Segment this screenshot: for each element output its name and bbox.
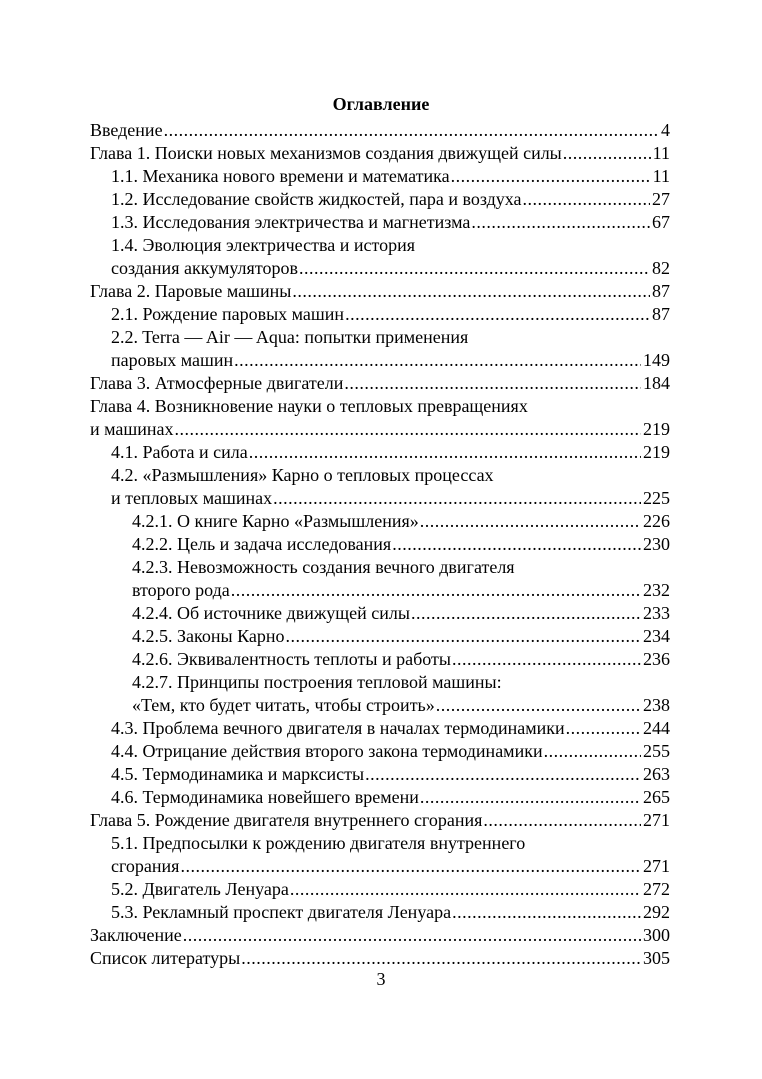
toc-entry-page: 4	[661, 120, 670, 140]
dot-leader	[180, 855, 641, 878]
dot-leader	[292, 280, 650, 303]
table-of-contents	[90, 119, 670, 970]
dot-leader	[436, 694, 641, 717]
toc-entry	[90, 142, 670, 165]
dot-leader	[345, 303, 650, 326]
toc-entry-page: 230	[643, 534, 670, 554]
dot-leader	[231, 579, 641, 602]
toc-entry-page: 244	[643, 718, 670, 738]
dot-leader	[452, 901, 641, 924]
toc-entry-title: 4.2.3. Невозможность создания вечного двигателя	[132, 557, 515, 577]
dot-leader	[273, 487, 641, 510]
toc-entry-title: 1.2. Исследование свойств жидкостей, пара и воздуха	[111, 189, 522, 209]
toc-entry-page: 27	[652, 189, 670, 209]
toc-entry-page: 219	[643, 442, 670, 462]
dot-leader	[420, 786, 641, 809]
toc-entry-title: сгорания	[111, 856, 180, 876]
toc-entry-title: Список литературы	[90, 948, 241, 968]
toc-entry	[90, 211, 670, 234]
dot-leader	[523, 188, 650, 211]
dot-leader	[249, 441, 641, 464]
toc-entry	[90, 372, 670, 395]
toc-entry	[90, 303, 670, 326]
toc-entry	[90, 694, 670, 717]
toc-entry-title: Глава 2. Паровые машины	[90, 281, 292, 301]
toc-entry	[90, 602, 670, 625]
toc-entry	[90, 418, 670, 441]
toc-entry-title: 5.1. Предпосылки к рождению двигателя внутреннего	[111, 833, 526, 853]
toc-entry-title: Глава 5. Рождение двигателя внутреннего сгорания	[90, 810, 483, 830]
dot-leader	[411, 602, 641, 625]
toc-entry-title: паровых машин	[111, 350, 234, 370]
toc-entry-title: 5.2. Двигатель Ленуара	[111, 879, 289, 899]
toc-entry-title: Глава 4. Возникновение науки о тепловых превращениях	[90, 396, 528, 416]
toc-entry-title: 2.1. Рождение паровых машин	[111, 304, 345, 324]
toc-entry-page: 236	[643, 649, 670, 669]
toc-entry	[90, 119, 670, 142]
toc-entry-page: 238	[643, 695, 670, 715]
toc-entry-page: 82	[652, 258, 670, 278]
toc-entry-title: 2.2. Terra — Air — Aqua: попытки применения	[111, 327, 469, 347]
dot-leader	[452, 648, 641, 671]
dot-leader	[365, 763, 641, 786]
toc-entry	[90, 487, 670, 510]
toc-entry-page: 233	[643, 603, 670, 623]
dot-leader	[183, 924, 641, 947]
dot-leader	[471, 211, 650, 234]
toc-entry	[90, 901, 670, 924]
toc-entry-title: 4.2.4. Об источнике движущей силы	[132, 603, 410, 623]
toc-entry	[90, 924, 670, 947]
toc-entry	[90, 625, 670, 648]
toc-entry	[90, 855, 670, 878]
toc-entry-title: Заключение	[90, 925, 182, 945]
toc-entry-title: 4.2.6. Эквивалентность теплоты и работы	[132, 649, 451, 669]
dot-leader	[392, 533, 641, 556]
toc-entry-title: и машинах	[90, 419, 174, 439]
toc-entry-page: 11	[652, 166, 670, 186]
toc-entry-page: 272	[643, 879, 670, 899]
toc-entry-page: 305	[643, 948, 670, 968]
dot-leader	[344, 372, 641, 395]
toc-entry-page: 67	[652, 212, 670, 232]
toc-entry-title: 4.4. Отрицание действия второго закона термодинамики	[111, 741, 543, 761]
toc-entry	[90, 763, 670, 786]
toc-entry-title: Глава 1. Поиски новых механизмов создания движущей силы	[90, 143, 562, 163]
dot-leader	[566, 717, 641, 740]
dot-leader	[451, 165, 651, 188]
toc-entry-title: 4.2.5. Законы Карно	[132, 626, 285, 646]
dot-leader	[164, 119, 659, 142]
page-number: 3	[376, 969, 386, 989]
toc-entry-page: 225	[643, 488, 670, 508]
toc-entry-title: 1.4. Эволюция электричества и история	[111, 235, 415, 255]
toc-entry	[90, 533, 670, 556]
toc-entry-title: 5.3. Рекламный проспект двигателя Ленуара	[111, 902, 452, 922]
toc-entry	[90, 326, 670, 349]
toc-entry-page: 300	[643, 925, 670, 945]
toc-entry	[90, 947, 670, 970]
toc-entry-page: 232	[643, 580, 670, 600]
dot-leader	[290, 878, 641, 901]
toc-entry	[90, 257, 670, 280]
toc-entry-page: 87	[652, 304, 670, 324]
toc-entry-title: Введение	[90, 120, 163, 140]
toc-entry-title: 4.2. «Размышления» Карно о тепловых процессах	[111, 465, 494, 485]
toc-entry	[90, 786, 670, 809]
toc-entry-page: 292	[643, 902, 670, 922]
toc-entry	[90, 188, 670, 211]
toc-entry	[90, 280, 670, 303]
toc-entry-title: 4.5. Термодинамика и марксисты	[111, 764, 365, 784]
toc-entry-title: 4.2.2. Цель и задача исследования	[132, 534, 392, 554]
toc-entry-page: 255	[643, 741, 670, 761]
toc-entry-title: Глава 3. Атмосферные двигатели	[90, 373, 344, 393]
toc-entry-title: 4.6. Термодинамика новейшего времени	[111, 787, 419, 807]
dot-leader	[420, 510, 641, 533]
toc-entry	[90, 349, 670, 372]
toc-entry-page: 265	[643, 787, 670, 807]
toc-entry-title: «Тем, кто будет читать, чтобы строить»	[132, 695, 435, 715]
toc-entry-page: 226	[643, 511, 670, 531]
toc-entry-title: 4.1. Работа и сила	[111, 442, 248, 462]
dot-leader	[241, 947, 641, 970]
toc-entry-page: 149	[643, 350, 670, 370]
toc-entry-title: 4.2.1. О книге Карно «Размышления»	[132, 511, 419, 531]
toc-entry-page: 219	[643, 419, 670, 439]
dot-leader	[563, 142, 651, 165]
toc-entry	[90, 832, 670, 855]
toc-entry	[90, 648, 670, 671]
toc-entry-page: 271	[643, 856, 670, 876]
toc-entry-page: 11	[652, 143, 670, 163]
toc-entry-page: 271	[643, 810, 670, 830]
toc-entry-title: и тепловых машинах	[111, 488, 273, 508]
dot-leader	[234, 349, 641, 372]
dot-leader	[175, 418, 641, 441]
dot-leader	[285, 625, 641, 648]
toc-entry-title: 4.2.7. Принципы построения тепловой машины:	[132, 672, 502, 692]
toc-entry	[90, 717, 670, 740]
toc-heading: Оглавление	[332, 94, 430, 114]
toc-entry-page: 234	[643, 626, 670, 646]
dot-leader	[544, 740, 641, 763]
dot-leader	[299, 257, 650, 280]
toc-entry-page: 263	[643, 764, 670, 784]
toc-entry	[90, 234, 670, 257]
toc-entry	[90, 740, 670, 763]
toc-entry-title: 4.3. Проблема вечного двигателя в началах термодинамики	[111, 718, 565, 738]
toc-entry	[90, 878, 670, 901]
toc-entry	[90, 556, 670, 579]
toc-entry-title: создания аккумуляторов	[111, 258, 298, 278]
toc-entry	[90, 165, 670, 188]
toc-entry	[90, 464, 670, 487]
toc-entry-title: 1.1. Механика нового времени и математика	[111, 166, 450, 186]
toc-entry-title: 1.3. Исследования электричества и магнетизма	[111, 212, 471, 232]
toc-entry-page: 87	[652, 281, 670, 301]
toc-entry-page: 184	[643, 373, 670, 393]
toc-entry-title: второго рода	[132, 580, 230, 600]
toc-entry	[90, 579, 670, 602]
toc-entry	[90, 671, 670, 694]
toc-entry	[90, 809, 670, 832]
toc-entry	[90, 510, 670, 533]
toc-entry	[90, 395, 670, 418]
dot-leader	[483, 809, 641, 832]
toc-entry	[90, 441, 670, 464]
